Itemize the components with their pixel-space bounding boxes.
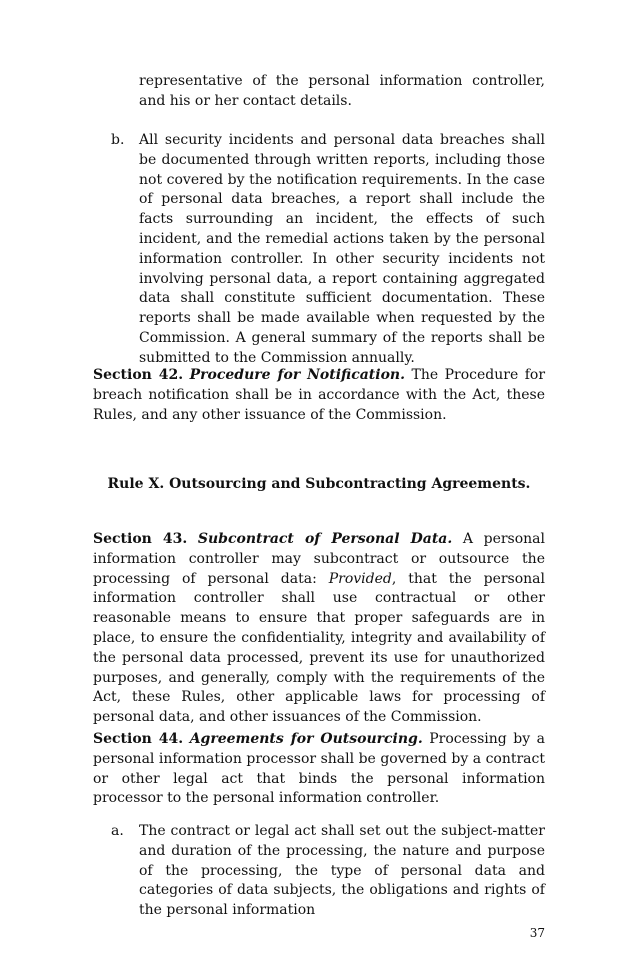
section-42-text: The Procedure for breach notification shall be in accordance with the Act, these Rules, and any other issuance of the Commission. xyxy=(93,367,546,423)
rule-x-heading: Rule X. Outsourcing and Subcontracting Agreements. xyxy=(107,476,531,492)
section-42-label: Section 42. xyxy=(93,367,184,383)
list-item-a xyxy=(139,822,545,921)
continuation-text: representative of the personal information controller, and his or her contact details. xyxy=(139,73,545,109)
section-43-title: Subcontract of Personal Data. xyxy=(197,531,453,547)
section-42-paragraph xyxy=(93,366,545,425)
section-44-text: Processing by a personal information processor shall be governed by a contract or other legal act that binds the personal information processor to the personal information controller. xyxy=(93,731,546,807)
list-marker-b: b. xyxy=(111,132,125,148)
list-item-a-text: The contract or legal act shall set out the subject-matter and duration of the processing, the nature and purpose of the processing, the type of personal data and categories of data subjects, the obligations and rights of the personal information xyxy=(139,823,545,919)
list-marker-a: a. xyxy=(111,823,124,839)
page-number: 37 xyxy=(529,926,545,940)
list-item-b xyxy=(139,131,545,369)
section-43-provided: Provided xyxy=(328,570,392,587)
section-44-label: Section 44. xyxy=(93,731,184,747)
section-43-label: Section 43. xyxy=(93,531,188,547)
section-43-text-after: , that the personal information controller shall use contractual or other reasonable means to ensure that proper safeguards are in place, to ensure the confidentiality, integrity and availability of the personal data processed, prevent its use for unauthorized purposes, and generally, comply with the requirements of the Act, these Rules, other applicable laws for processing of personal data, and other issuances of the Commission. xyxy=(93,570,545,726)
list-item-b-text: All security incidents and personal data breaches shall be documented through written reports, including those not covered by the notification requirements. In the case of personal data breaches, a report shall include the facts surrounding an incident, the effects of such incident, and the remedial actions taken by the personal information controller. In other security incidents not involving personal data, a report containing aggregated data shall constitute sufficient documentation. These reports shall be made available when requested by the Commission. A general summary of the reports shall be submitted to the Commission annually. xyxy=(139,132,545,366)
section-44-title: Agreements for Outsourcing. xyxy=(189,731,423,747)
section-44-paragraph xyxy=(93,730,545,809)
continuation-paragraph xyxy=(139,72,545,112)
section-42-title: Procedure for Notification. xyxy=(189,367,405,383)
section-43-text-before: A personal information controller may subcontract or outsource the processing of personal data: xyxy=(93,531,545,587)
section-43-paragraph xyxy=(93,530,545,728)
